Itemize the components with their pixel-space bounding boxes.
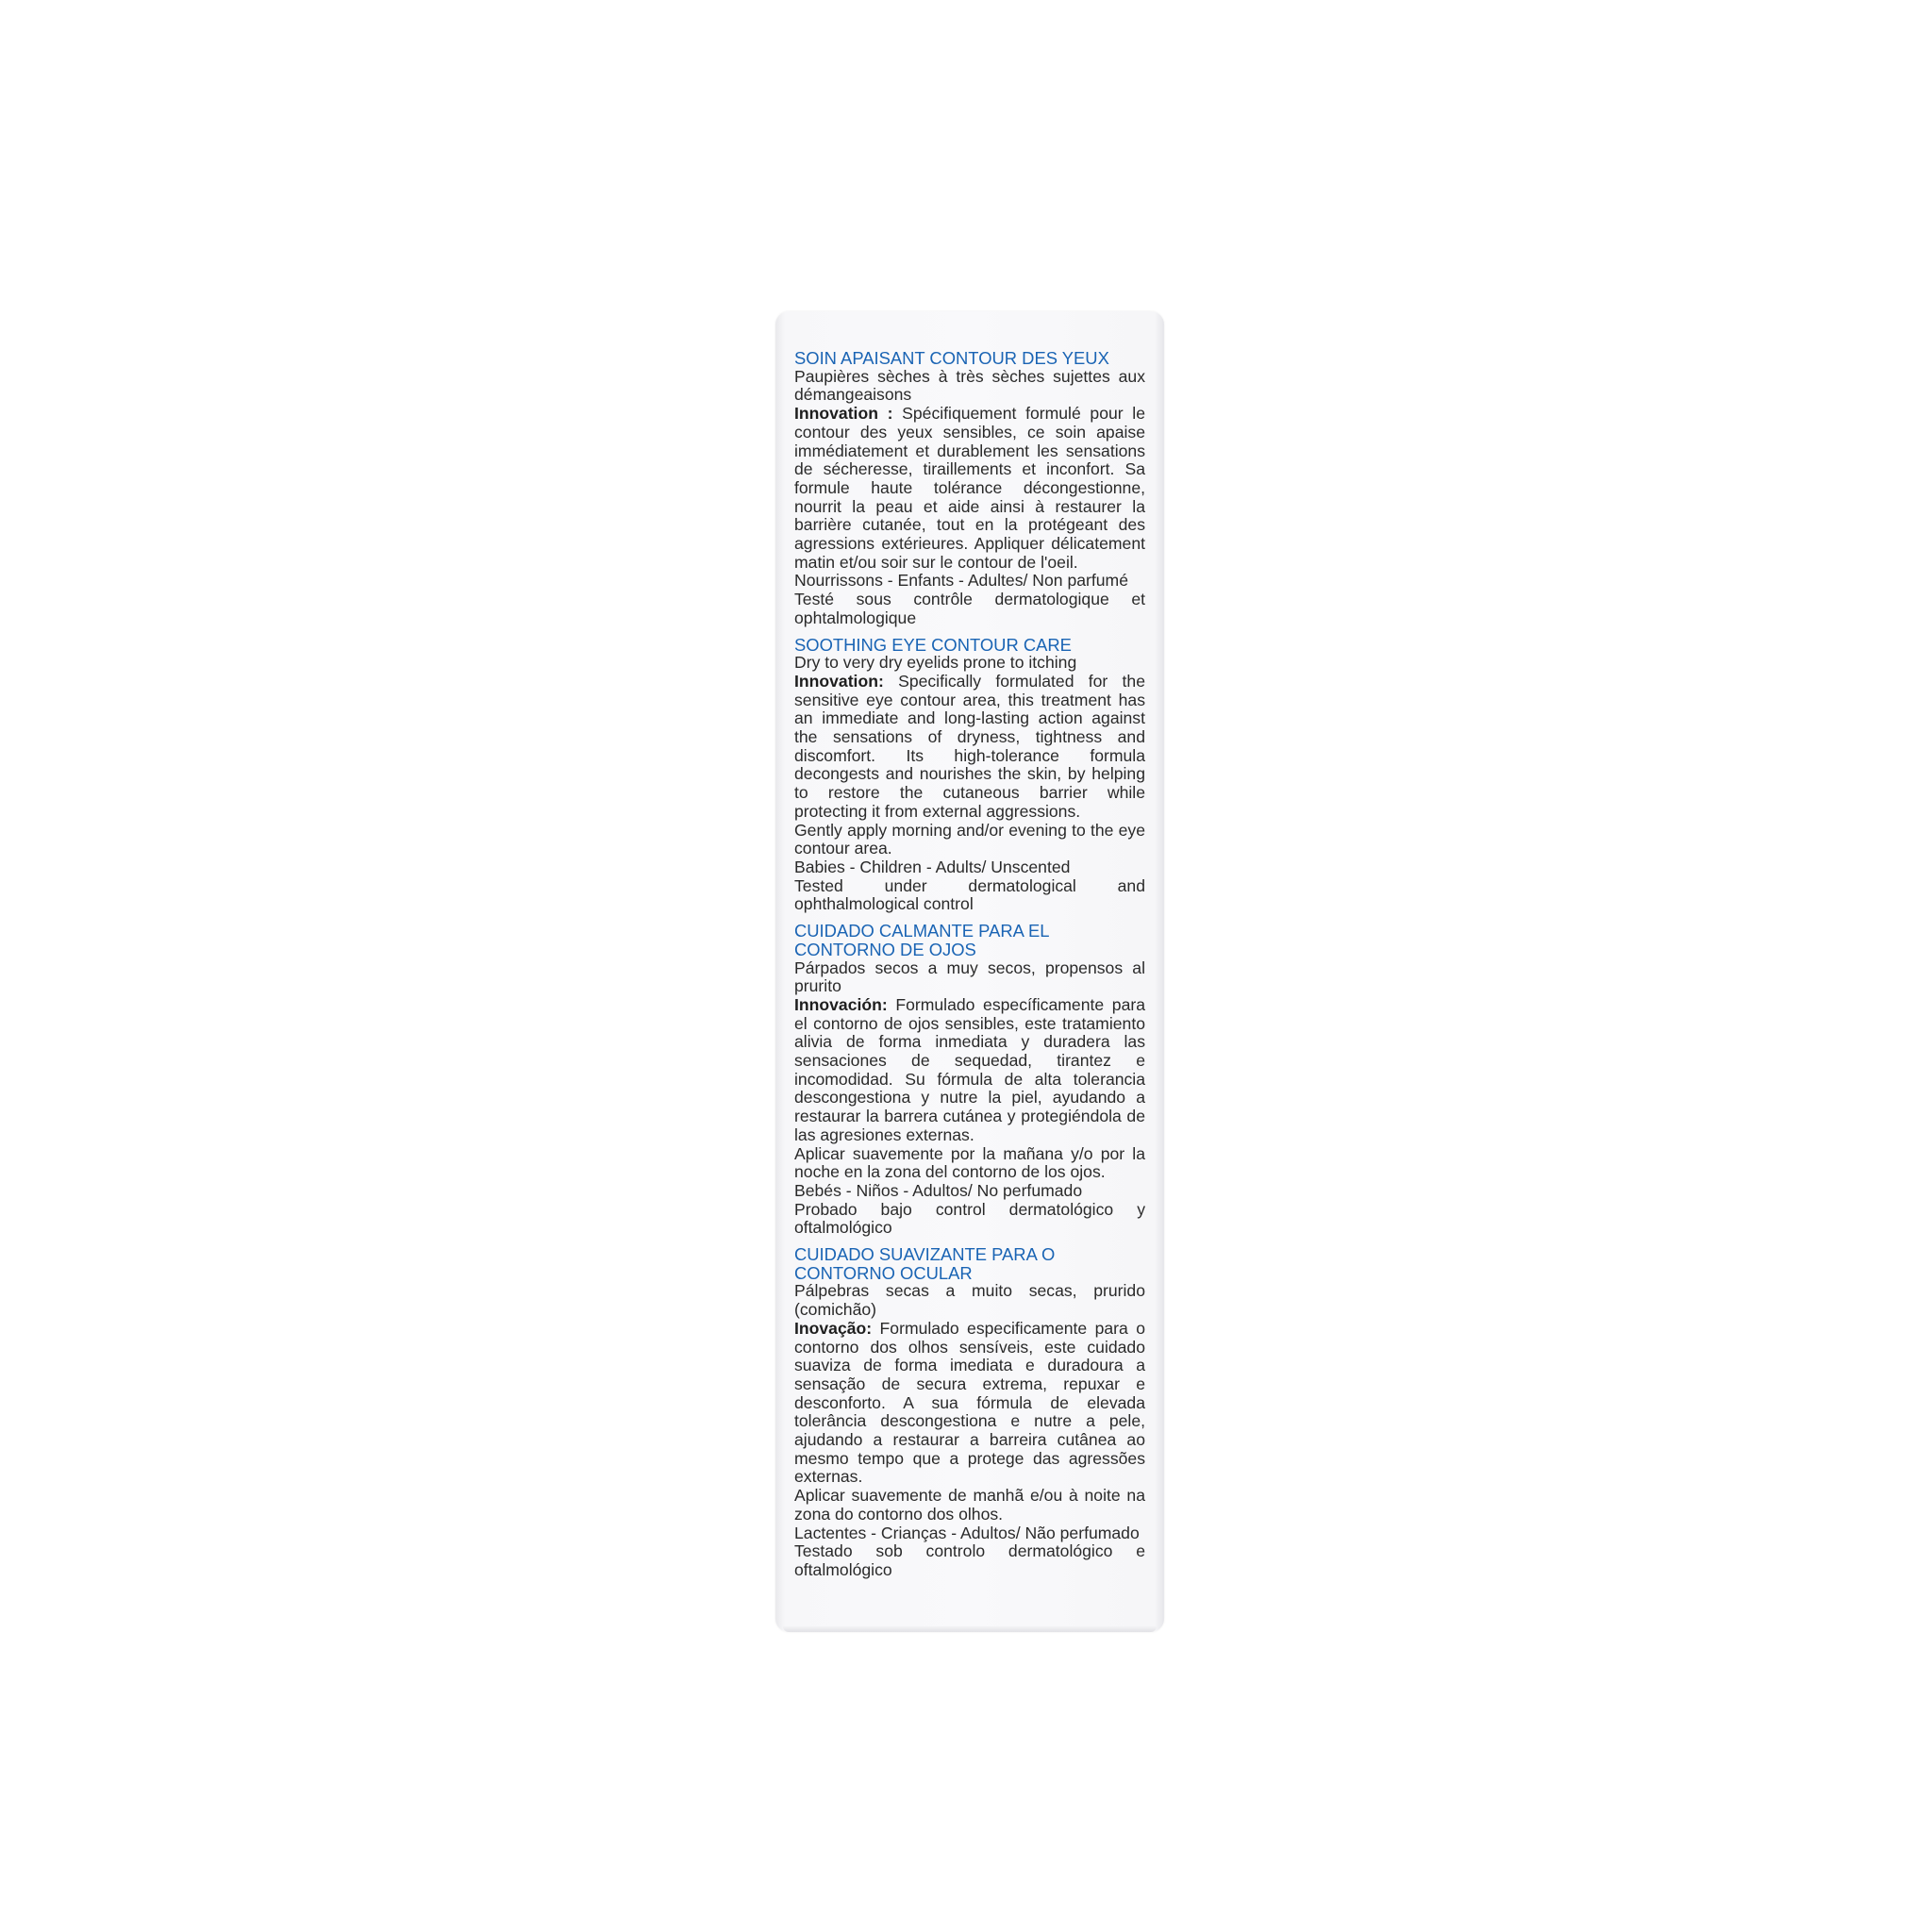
section-tested: Testado sob controlo dermatológico e oftalmológico [794,1541,1145,1579]
product-box-side-panel [775,311,1164,1632]
section-audience: Nourrissons - Enfants - Adultes/ Non parfumé [794,571,1128,591]
section-subtitle: Párpados secos a muy secos, propensos al prurito [794,958,1145,996]
section-innovation [794,405,1145,572]
section-tested: Testé sous contrôle dermatologique et ophtalmologique [794,590,1145,627]
section-french [794,349,1145,628]
section-heading: CUIDADO CALMANTE PARA EL CONTORNO DE OJOS [794,921,1049,959]
section-application: Gently apply morning and/or evening to the eye contour area. [794,820,1145,858]
section-heading: SOOTHING EYE CONTOUR CARE [794,634,1072,655]
innovation-label: Inovação: [794,1318,873,1338]
section-spanish [794,922,1145,1238]
section-heading: SOIN APAISANT CONTOUR DES YEUX [794,348,1109,368]
section-innovation [794,673,1145,822]
section-heading: CUIDADO SUAVIZANTE PARA O CONTORNO OCULAR [794,1244,1056,1283]
section-subtitle: Paupières sèches à très sèches sujettes aux démangeaisons [794,366,1145,405]
section-portuguese [794,1245,1145,1580]
innovation-text: Spécifiquement formulé pour le contour des yeux sensibles, ce soin apaise immédiatement et durablement les sensations de sécheresse, tiraillements et inconfort. Sa formule haute tolérance décongestionne, nourrit la peau et aide ainsi à restaurer la barrière cutanée, tout en la protégeant des agressions extérieures. Appliquer délicatement matin et/ou soir sur le contour de l'oeil. [794,404,1145,572]
label-text-block [794,349,1145,1588]
section-application: Aplicar suavemente por la mañana y/o por la noche en la zona del contorno de los ojos. [794,1143,1145,1182]
section-audience: Babies - Children - Adults/ Unscented [794,857,1071,876]
section-application: Aplicar suavemente de manhã e/ou à noite na zona do contorno dos olhos. [794,1486,1145,1524]
section-english [794,636,1145,915]
section-audience: Lactentes - Crianças - Adultos/ Não perfumado [794,1523,1140,1542]
innovation-label: Innovation : [794,404,893,424]
innovation-label: Innovación: [794,994,888,1014]
section-innovation [794,1320,1145,1487]
section-subtitle: Pálpebras secas a muito secas, prurido (comichão) [794,1281,1145,1320]
section-audience: Bebés - Niños - Adultos/ No perfumado [794,1180,1083,1200]
section-innovation [794,996,1145,1145]
section-tested: Tested under dermatological and ophthalmological control [794,875,1145,914]
innovation-text: Formulado específicamente para el contorno de ojos sensibles, este tratamiento alivia de forma inmediata y duradera las sensaciones de sequedad, tirantez e incomodidad. Su fórmula de alta tolerancia descongestiona y nutre la piel, ayudando a restaurar la barrera cutánea y protegiéndola de las agresiones externas. [794,994,1145,1144]
innovation-text: Formulado especificamente para o contorno dos olhos sensíveis, este cuidado suaviza de forma imediata e duradoura a sensação de secura extrema, repuxar e desconforto. A sua fórmula de elevada tolerância descongestiona e nutre a pele, ajudando a restaurar a barreira cutânea ao mesmo tempo que a protege das agressões externas. [794,1318,1145,1487]
section-tested: Probado bajo control dermatológico y oftalmológico [794,1199,1145,1238]
innovation-label: Innovation: [794,671,884,691]
section-subtitle: Dry to very dry eyelids prone to itching [794,653,1077,673]
innovation-text: Specifically formulated for the sensitive eye contour area, this treatment has an immediate and long-lasting action against the sensations of dryness, tightness and discomfort. Its high-tolerance formula decongests and nourishes the skin, by helping to restore the cutaneous barrier while protecting it from external aggressions. [794,671,1145,821]
